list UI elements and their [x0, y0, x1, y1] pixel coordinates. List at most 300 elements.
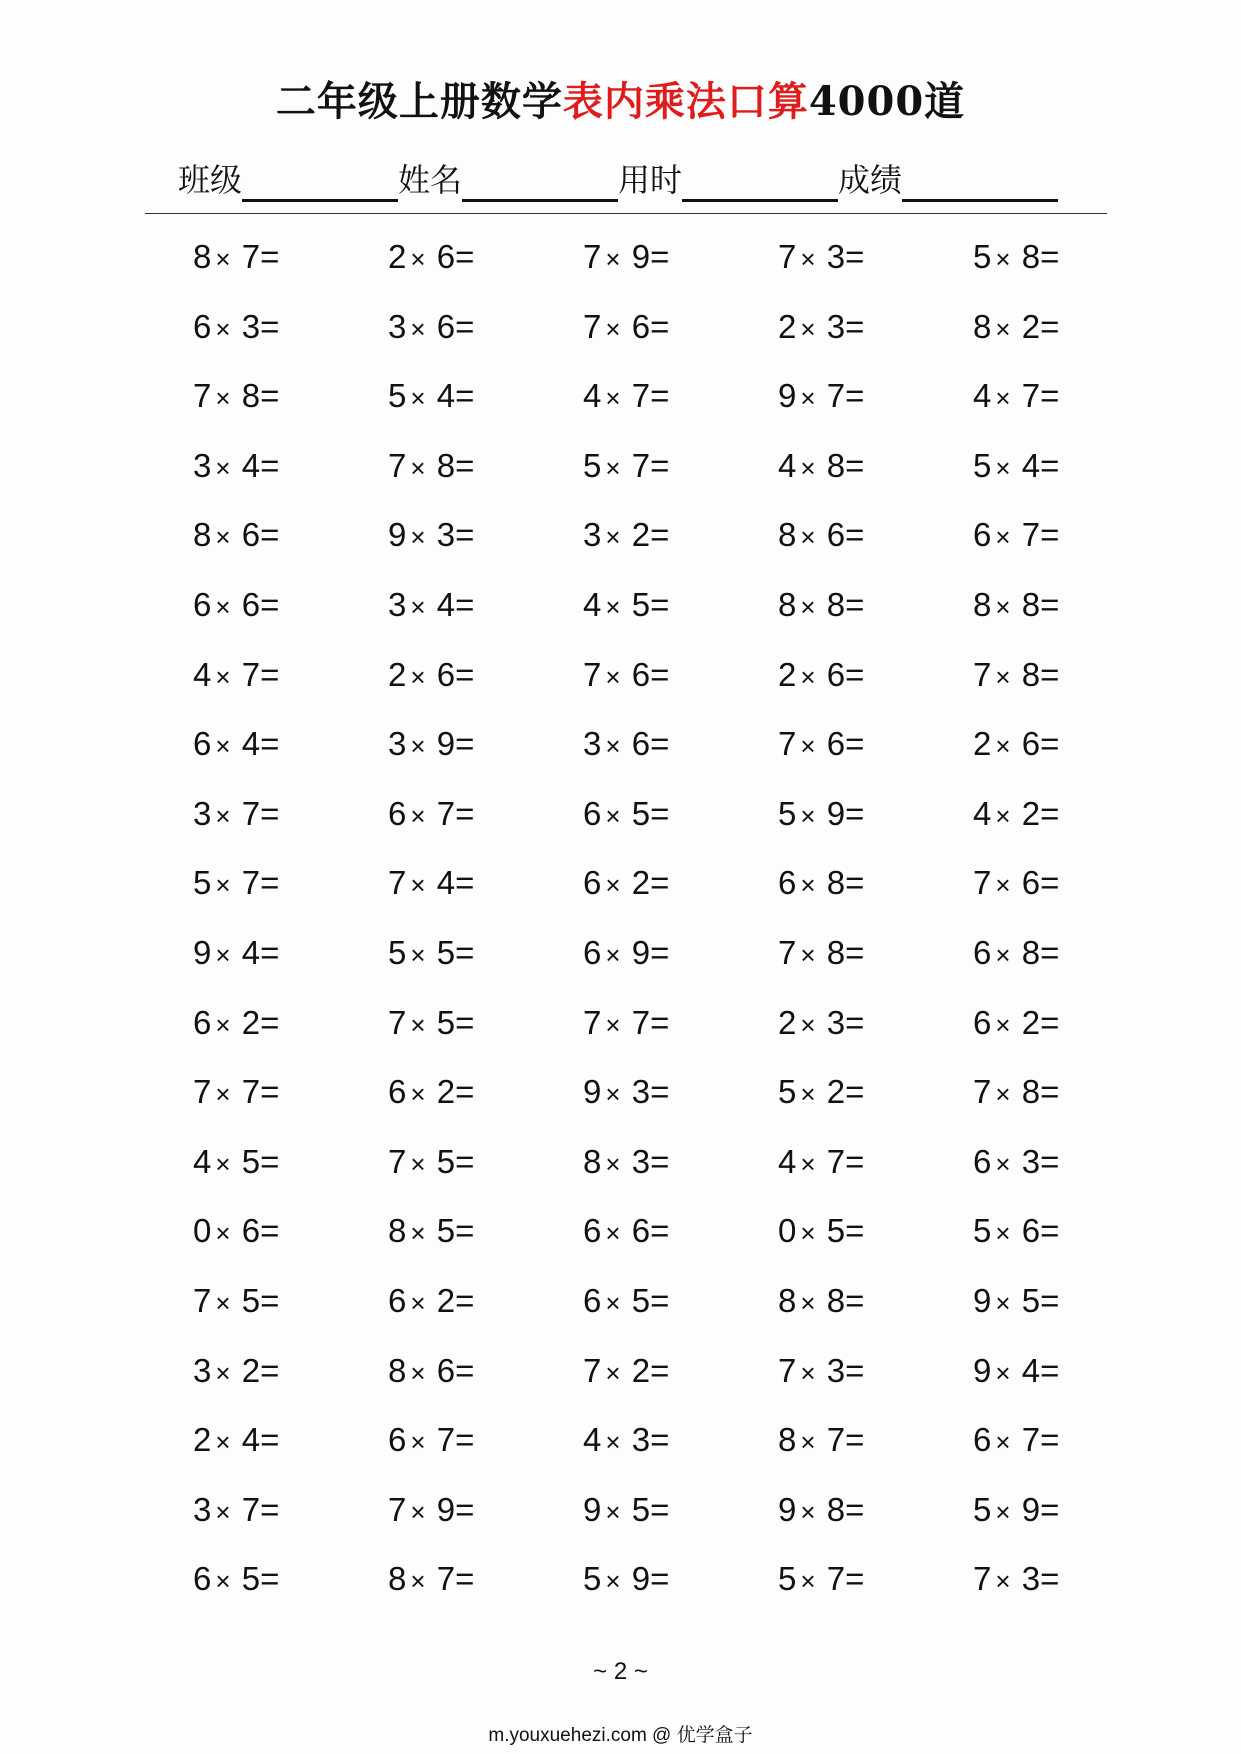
- times-sign: ×: [605, 383, 621, 414]
- equals-sign: =: [845, 1212, 865, 1250]
- equals-sign: =: [1040, 238, 1060, 275]
- multiplication-problem: [973, 302, 1059, 354]
- operand-b: 9: [427, 1490, 456, 1528]
- times-sign: ×: [410, 383, 426, 414]
- problem-row: [0, 1485, 1241, 1535]
- times-sign: ×: [410, 800, 426, 831]
- operand-b: 5: [232, 1560, 261, 1598]
- operand-a: 7: [973, 1560, 992, 1598]
- operand-a: 2: [778, 655, 797, 693]
- operand-b: 6: [427, 238, 456, 275]
- multiplication-problem: [973, 1346, 1059, 1398]
- operand-b: 2: [1012, 794, 1041, 832]
- operand-a: 6: [583, 864, 602, 902]
- equals-sign: =: [845, 725, 865, 763]
- multiplication-problem: [778, 928, 864, 980]
- operand-a: 5: [583, 446, 602, 484]
- times-sign: ×: [995, 244, 1011, 274]
- operand-b: 3: [427, 516, 456, 554]
- equals-sign: =: [1040, 1142, 1060, 1180]
- equals-sign: =: [260, 655, 280, 693]
- operand-a: 5: [583, 1560, 602, 1598]
- operand-b: 4: [1012, 446, 1041, 484]
- multiplication-problem: [973, 858, 1059, 910]
- operand-b: 8: [1012, 586, 1041, 623]
- operand-a: 4: [583, 1421, 602, 1459]
- operand-b: 3: [817, 1351, 846, 1389]
- operand-a: 6: [193, 725, 212, 763]
- operand-a: 6: [193, 586, 212, 623]
- operand-a: 7: [583, 307, 602, 345]
- problem-row: [0, 1346, 1241, 1396]
- equals-sign: =: [845, 655, 865, 693]
- operand-a: 9: [583, 1490, 602, 1528]
- equals-sign: =: [1040, 1421, 1060, 1459]
- multiplication-problem: [778, 650, 864, 702]
- operand-a: 6: [973, 934, 992, 971]
- operand-a: 4: [583, 377, 602, 415]
- multiplication-problem: [778, 1206, 864, 1258]
- equals-sign: =: [650, 1351, 670, 1389]
- times-sign: ×: [995, 1148, 1011, 1179]
- equals-sign: =: [1040, 1490, 1060, 1528]
- operand-b: 8: [817, 586, 846, 623]
- operand-b: 5: [622, 586, 651, 623]
- multiplication-problem: [388, 789, 474, 841]
- multiplication-problem: [973, 650, 1059, 702]
- operand-a: 4: [973, 794, 992, 832]
- multiplication-problem: [583, 1067, 669, 1119]
- equals-sign: =: [260, 446, 280, 484]
- multiplication-problem: [583, 719, 669, 771]
- operand-a: 7: [583, 238, 602, 275]
- operand-a: 6: [388, 1073, 407, 1111]
- multiplication-problem: [973, 441, 1059, 493]
- operand-a: 6: [973, 516, 992, 554]
- problem-row: [0, 1206, 1241, 1256]
- operand-a: 9: [583, 1073, 602, 1111]
- time-blank[interactable]: [682, 159, 838, 202]
- problem-row: [0, 1137, 1241, 1187]
- operand-b: 9: [622, 1560, 651, 1598]
- problem-row: [0, 858, 1241, 908]
- times-sign: ×: [995, 1218, 1011, 1249]
- score-blank[interactable]: [902, 159, 1058, 202]
- times-sign: ×: [215, 661, 231, 692]
- operand-b: 9: [1012, 1490, 1041, 1528]
- times-sign: ×: [995, 522, 1011, 553]
- times-sign: ×: [800, 1427, 816, 1458]
- equals-sign: =: [1040, 377, 1060, 415]
- times-sign: ×: [605, 1079, 621, 1110]
- operand-a: 6: [193, 307, 212, 345]
- equals-sign: =: [845, 1490, 865, 1528]
- equals-sign: =: [455, 1142, 475, 1180]
- times-sign: ×: [410, 1288, 426, 1318]
- multiplication-problem: [388, 510, 474, 562]
- multiplication-problem: [778, 1276, 864, 1328]
- operand-a: 5: [388, 934, 407, 971]
- multiplication-problem: [388, 1346, 474, 1398]
- equals-sign: =: [650, 307, 670, 345]
- multiplication-problem: [973, 1485, 1059, 1537]
- operand-a: 8: [388, 1212, 407, 1250]
- operand-a: 2: [388, 238, 407, 275]
- multiplication-problem: [583, 1485, 669, 1537]
- multiplication-problem: [583, 510, 669, 562]
- times-sign: ×: [605, 1357, 621, 1388]
- times-sign: ×: [410, 1496, 426, 1527]
- operand-a: 7: [388, 1003, 407, 1041]
- equals-sign: =: [845, 1073, 865, 1111]
- multiplication-problem: [583, 858, 669, 910]
- operand-b: 7: [1012, 377, 1041, 415]
- multiplication-problem: [778, 1554, 864, 1606]
- multiplication-problem: [778, 580, 864, 632]
- times-sign: ×: [605, 731, 621, 762]
- time-label: 用时: [618, 161, 683, 199]
- times-sign: ×: [215, 731, 231, 762]
- equals-sign: =: [455, 794, 475, 832]
- operand-a: 9: [193, 934, 212, 971]
- operand-b: 4: [427, 864, 456, 902]
- times-sign: ×: [605, 522, 621, 553]
- equals-sign: =: [260, 238, 280, 275]
- times-sign: ×: [995, 452, 1011, 483]
- operand-a: 2: [193, 1421, 212, 1459]
- equals-sign: =: [650, 446, 670, 484]
- student-info-fields: [178, 158, 1058, 202]
- operand-a: 2: [973, 725, 992, 763]
- operand-a: 6: [388, 1421, 407, 1459]
- multiplication-problem: [583, 441, 669, 493]
- operand-a: 7: [778, 725, 797, 763]
- operand-b: 5: [427, 1003, 456, 1041]
- operand-b: 2: [622, 864, 651, 902]
- times-sign: ×: [800, 1288, 816, 1318]
- equals-sign: =: [260, 1351, 280, 1389]
- operand-b: 5: [622, 794, 651, 832]
- times-sign: ×: [410, 592, 426, 622]
- multiplication-problem: [388, 1276, 474, 1328]
- operand-a: 7: [973, 864, 992, 902]
- operand-b: 6: [427, 307, 456, 345]
- times-sign: ×: [215, 592, 231, 622]
- times-sign: ×: [215, 383, 231, 414]
- operand-a: 9: [388, 516, 407, 554]
- times-sign: ×: [800, 1079, 816, 1110]
- times-sign: ×: [800, 1148, 816, 1179]
- equals-sign: =: [1040, 794, 1060, 832]
- multiplication-problem: [388, 928, 474, 980]
- operand-b: 4: [232, 725, 261, 763]
- multiplication-problem: [778, 302, 864, 354]
- times-sign: ×: [800, 383, 816, 414]
- problem-row: [0, 371, 1241, 421]
- equals-sign: =: [650, 238, 670, 275]
- operand-b: 9: [427, 725, 456, 763]
- equals-sign: =: [650, 1142, 670, 1180]
- equals-sign: =: [845, 446, 865, 484]
- operand-b: 8: [817, 1490, 846, 1528]
- operand-a: 6: [583, 1282, 602, 1319]
- multiplication-problem: [388, 232, 474, 284]
- operand-a: 6: [388, 1282, 407, 1319]
- equals-sign: =: [260, 1560, 280, 1598]
- operand-b: 8: [1012, 655, 1041, 693]
- header-divider: [145, 213, 1107, 214]
- multiplication-problem: [973, 232, 1059, 284]
- operand-a: 5: [193, 864, 212, 902]
- equals-sign: =: [455, 1490, 475, 1528]
- multiplication-problem: [583, 1346, 669, 1398]
- times-sign: ×: [995, 1357, 1011, 1388]
- equals-sign: =: [1040, 864, 1060, 902]
- operand-b: 3: [817, 238, 846, 275]
- times-sign: ×: [800, 452, 816, 483]
- multiplication-problem: [388, 719, 474, 771]
- operand-b: 8: [817, 934, 846, 971]
- operand-a: 7: [193, 1282, 212, 1319]
- operand-a: 7: [388, 446, 407, 484]
- operand-a: 7: [583, 655, 602, 693]
- equals-sign: =: [260, 1003, 280, 1041]
- equals-sign: =: [260, 377, 280, 415]
- operand-a: 7: [778, 238, 797, 275]
- times-sign: ×: [995, 592, 1011, 622]
- operand-a: 8: [388, 1560, 407, 1598]
- equals-sign: =: [650, 934, 670, 971]
- multiplication-problem: [778, 510, 864, 562]
- operand-b: 5: [817, 1212, 846, 1250]
- times-sign: ×: [215, 313, 231, 344]
- operand-a: 9: [778, 1490, 797, 1528]
- equals-sign: =: [1040, 934, 1060, 971]
- times-sign: ×: [410, 1009, 426, 1040]
- class-field: [178, 158, 398, 202]
- equals-sign: =: [260, 794, 280, 832]
- operand-b: 3: [1012, 1560, 1041, 1598]
- times-sign: ×: [410, 731, 426, 762]
- multiplication-problem: [193, 1346, 279, 1398]
- name-blank[interactable]: [462, 159, 618, 202]
- times-sign: ×: [215, 1496, 231, 1527]
- operand-b: 6: [232, 586, 261, 623]
- operand-b: 4: [232, 446, 261, 484]
- operand-b: 6: [817, 725, 846, 763]
- operand-a: 2: [778, 307, 797, 345]
- operand-b: 6: [232, 1212, 261, 1250]
- operand-a: 7: [388, 864, 407, 902]
- operand-b: 9: [622, 238, 651, 275]
- multiplication-problem: [778, 789, 864, 841]
- operand-b: 4: [232, 1421, 261, 1459]
- operand-b: 6: [622, 1212, 651, 1250]
- multiplication-problem: [193, 998, 279, 1050]
- operand-a: 4: [778, 446, 797, 484]
- operand-a: 6: [583, 934, 602, 971]
- operand-b: 2: [232, 1351, 261, 1389]
- multiplication-problem: [973, 998, 1059, 1050]
- equals-sign: =: [845, 377, 865, 415]
- operand-b: 6: [622, 655, 651, 693]
- operand-a: 3: [193, 1490, 212, 1528]
- equals-sign: =: [1040, 516, 1060, 554]
- equals-sign: =: [260, 1212, 280, 1250]
- multiplication-problem: [973, 1554, 1059, 1606]
- operand-b: 6: [1012, 1212, 1041, 1250]
- multiplication-problem: [778, 232, 864, 284]
- operand-b: 9: [622, 934, 651, 971]
- operand-a: 7: [973, 655, 992, 693]
- operand-b: 8: [1012, 1073, 1041, 1111]
- equals-sign: =: [260, 586, 280, 623]
- times-sign: ×: [800, 1009, 816, 1040]
- operand-b: 5: [232, 1282, 261, 1319]
- class-label: 班级: [178, 161, 243, 199]
- operand-b: 8: [1012, 934, 1041, 971]
- operand-a: 4: [193, 1142, 212, 1180]
- times-sign: ×: [605, 940, 621, 970]
- class-blank[interactable]: [242, 159, 398, 202]
- multiplication-problem: [973, 1137, 1059, 1189]
- operand-a: 3: [193, 794, 212, 832]
- operand-a: 5: [778, 1073, 797, 1111]
- times-sign: ×: [800, 940, 816, 970]
- multiplication-problem: [193, 1554, 279, 1606]
- equals-sign: =: [260, 1490, 280, 1528]
- operand-a: 6: [583, 1212, 602, 1250]
- multiplication-problem: [388, 371, 474, 423]
- equals-sign: =: [845, 1142, 865, 1180]
- operand-a: 0: [193, 1212, 212, 1250]
- times-sign: ×: [995, 1496, 1011, 1527]
- equals-sign: =: [455, 446, 475, 484]
- multiplication-problem: [388, 1206, 474, 1258]
- times-sign: ×: [410, 1218, 426, 1249]
- multiplication-problem: [583, 1137, 669, 1189]
- times-sign: ×: [605, 1218, 621, 1249]
- operand-b: 7: [817, 1421, 846, 1459]
- problem-row: [0, 441, 1241, 491]
- operand-a: 7: [973, 1073, 992, 1111]
- multiplication-problem: [973, 1067, 1059, 1119]
- operand-a: 5: [973, 238, 992, 275]
- problem-row: [0, 1415, 1241, 1465]
- equals-sign: =: [1040, 1560, 1060, 1598]
- operand-b: 2: [232, 1003, 261, 1041]
- operand-a: 7: [583, 1003, 602, 1041]
- equals-sign: =: [260, 1142, 280, 1180]
- times-sign: ×: [410, 313, 426, 344]
- problem-row: [0, 232, 1241, 282]
- equals-sign: =: [845, 1003, 865, 1041]
- operand-b: 8: [1012, 238, 1041, 275]
- operand-b: 5: [427, 1212, 456, 1250]
- equals-sign: =: [1040, 446, 1060, 484]
- operand-a: 4: [778, 1142, 797, 1180]
- operand-b: 7: [232, 238, 261, 275]
- operand-b: 2: [622, 1351, 651, 1389]
- multiplication-problem: [193, 650, 279, 702]
- times-sign: ×: [800, 800, 816, 831]
- problem-row: [0, 1067, 1241, 1117]
- times-sign: ×: [605, 1148, 621, 1179]
- multiplication-problem: [583, 1206, 669, 1258]
- operand-b: 8: [817, 1282, 846, 1319]
- operand-a: 8: [583, 1142, 602, 1180]
- equals-sign: =: [455, 516, 475, 554]
- multiplication-problem: [388, 1554, 474, 1606]
- worksheet-title: [0, 72, 1241, 132]
- title-count-part: 4000道: [808, 78, 966, 125]
- operand-a: 5: [973, 446, 992, 484]
- operand-a: 5: [778, 794, 797, 832]
- operand-b: 2: [622, 516, 651, 554]
- times-sign: ×: [215, 1009, 231, 1040]
- times-sign: ×: [605, 1009, 621, 1040]
- operand-a: 7: [193, 1073, 212, 1111]
- times-sign: ×: [995, 1288, 1011, 1318]
- equals-sign: =: [650, 516, 670, 554]
- equals-sign: =: [455, 1212, 475, 1250]
- operand-a: 2: [388, 655, 407, 693]
- multiplication-problem: [193, 580, 279, 632]
- operand-b: 3: [622, 1142, 651, 1180]
- name-label: 姓名: [398, 161, 463, 199]
- equals-sign: =: [1040, 307, 1060, 345]
- multiplication-problem: [778, 1485, 864, 1537]
- operand-b: 6: [622, 725, 651, 763]
- multiplication-problem: [388, 441, 474, 493]
- times-sign: ×: [605, 1427, 621, 1458]
- equals-sign: =: [260, 864, 280, 902]
- equals-sign: =: [455, 1560, 475, 1598]
- operand-b: 5: [427, 934, 456, 971]
- operand-a: 3: [583, 725, 602, 763]
- problem-row: [0, 580, 1241, 630]
- multiplication-problem: [973, 580, 1059, 632]
- operand-a: 6: [193, 1560, 212, 1598]
- multiplication-problem: [583, 650, 669, 702]
- equals-sign: =: [455, 1351, 475, 1389]
- multiplication-problem: [583, 302, 669, 354]
- title-grade-part: 二年级上册数学: [275, 78, 563, 125]
- operand-a: 8: [193, 516, 212, 554]
- operand-b: 2: [817, 1073, 846, 1111]
- operand-a: 6: [778, 864, 797, 902]
- times-sign: ×: [410, 244, 426, 274]
- operand-b: 8: [427, 446, 456, 484]
- times-sign: ×: [410, 661, 426, 692]
- equals-sign: =: [845, 794, 865, 832]
- equals-sign: =: [650, 1212, 670, 1250]
- times-sign: ×: [215, 244, 231, 274]
- multiplication-problem: [778, 719, 864, 771]
- times-sign: ×: [995, 800, 1011, 831]
- equals-sign: =: [455, 1282, 475, 1319]
- equals-sign: =: [650, 377, 670, 415]
- equals-sign: =: [1040, 1282, 1060, 1319]
- problem-row: [0, 302, 1241, 352]
- multiplication-problem: [973, 719, 1059, 771]
- times-sign: ×: [800, 1218, 816, 1249]
- equals-sign: =: [260, 934, 280, 971]
- equals-sign: =: [650, 1560, 670, 1598]
- operand-b: 7: [232, 794, 261, 832]
- score-label: 成绩: [838, 161, 903, 199]
- operand-b: 6: [427, 1351, 456, 1389]
